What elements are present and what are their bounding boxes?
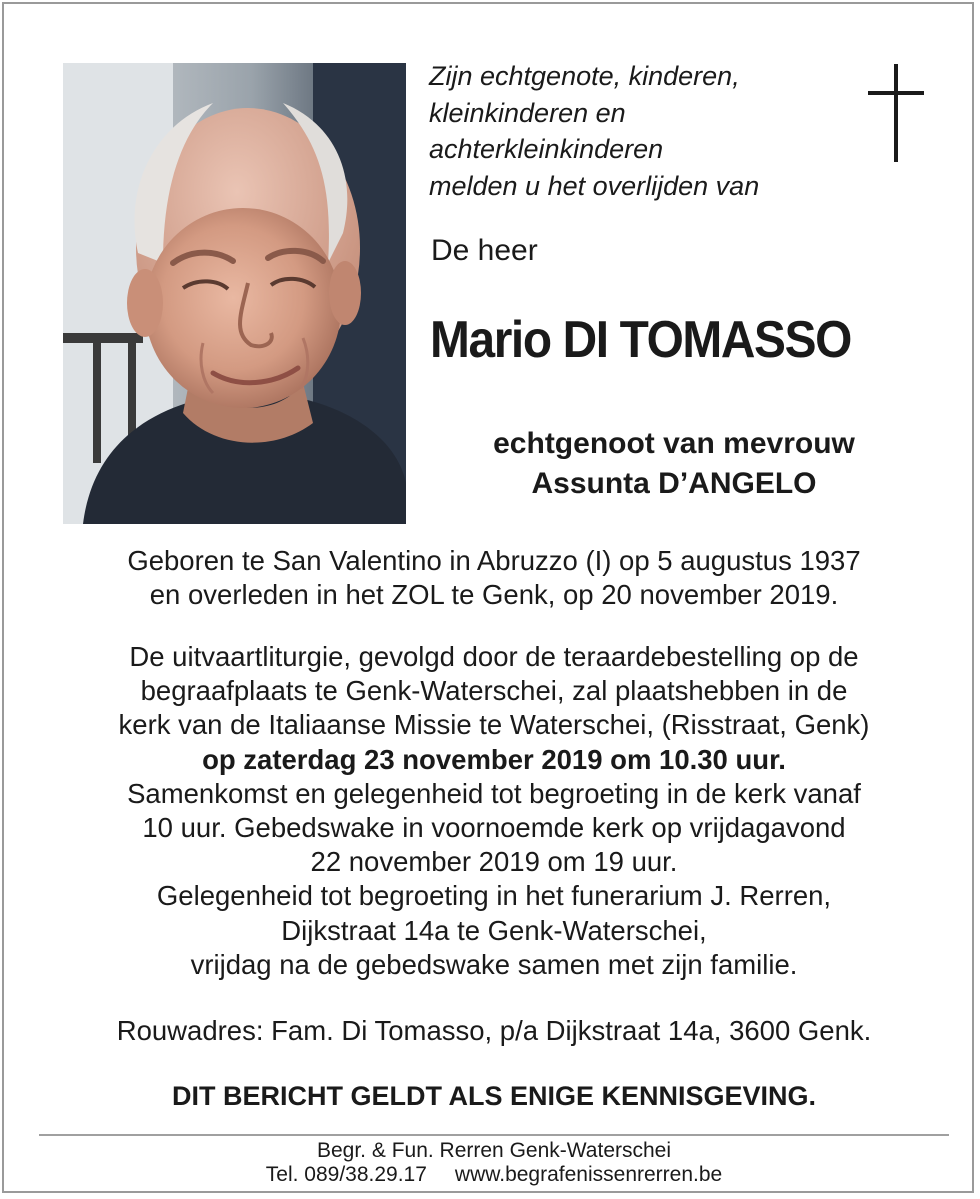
footer-divider [39,1134,949,1136]
obituary-card [2,2,974,1193]
website-link[interactable]: www.begrafenissenrerren.be [454,1163,723,1186]
birth-death-info [44,544,944,612]
deceased-name: Mario DI TOMASSO [430,311,851,369]
text-line: en overleden in het ZOL te Genk, op 20 november 2019. [149,579,839,611]
intro-line: achterkleinkinderen [429,134,664,164]
funeral-home-contact [44,1161,944,1188]
text-line: Rouwadres: Fam. Di Tomasso, p/a Dijkstraat 14a, 3600 Genk. [116,1015,872,1046]
latin-cross-icon [866,64,926,169]
text-line: vrijdag na de gebedswake samen met zijn familie. [190,948,798,980]
spouse-name: Assunta D’ANGELO [531,467,817,500]
ceremony-date: op zaterdag 23 november 2019 om 10.30 uur. [202,743,786,775]
intro-line: Zijn echtgenote, kinderen, [429,61,740,91]
text-line: Dijkstraat 14a te Genk-Waterschei, [281,914,707,946]
portrait-photo [63,63,406,524]
salutation: De heer [431,234,538,267]
ceremony-info [44,640,944,982]
text-line: Geboren te San Valentino in Abruzzo (I) op 5 augustus 1937 [127,545,861,576]
text-line: 22 november 2019 om 19 uur. [310,846,678,878]
text-line: Samenkomst en gelegenheid tot begroeting in de kerk vanaf [127,777,861,809]
spouse-block [424,424,924,504]
funeral-home-name: Begr. & Fun. Rerren Genk-Waterschei [316,1139,672,1162]
official-notice: DIT BERICHT GELDT ALS ENIGE KENNISGEVING. [171,1081,817,1111]
text-line: Gelegenheid tot begroeting in het funerarium J. Rerren, [156,880,832,912]
text-line: De uitvaartliturgie, gevolgd door de teraardebestelling op de [129,641,859,672]
announcement-intro [429,58,759,204]
phone-number: Tel. 089/38.29.17 [265,1163,427,1186]
spouse-line: echtgenoot van mevrouw [493,427,855,460]
intro-line: melden u het overlijden van [429,170,760,201]
text-line: begraafplaats te Genk-Waterschei, zal plaatshebben in de [140,675,848,707]
text-line: 10 uur. Gebedswake in voornoemde kerk op vrijdagavond [142,812,846,844]
mourning-address [44,1014,944,1048]
text-line: kerk van de Italiaanse Missie te Waterschei, (Risstraat, Genk) [118,709,870,741]
intro-line: kleinkinderen en [429,97,626,128]
